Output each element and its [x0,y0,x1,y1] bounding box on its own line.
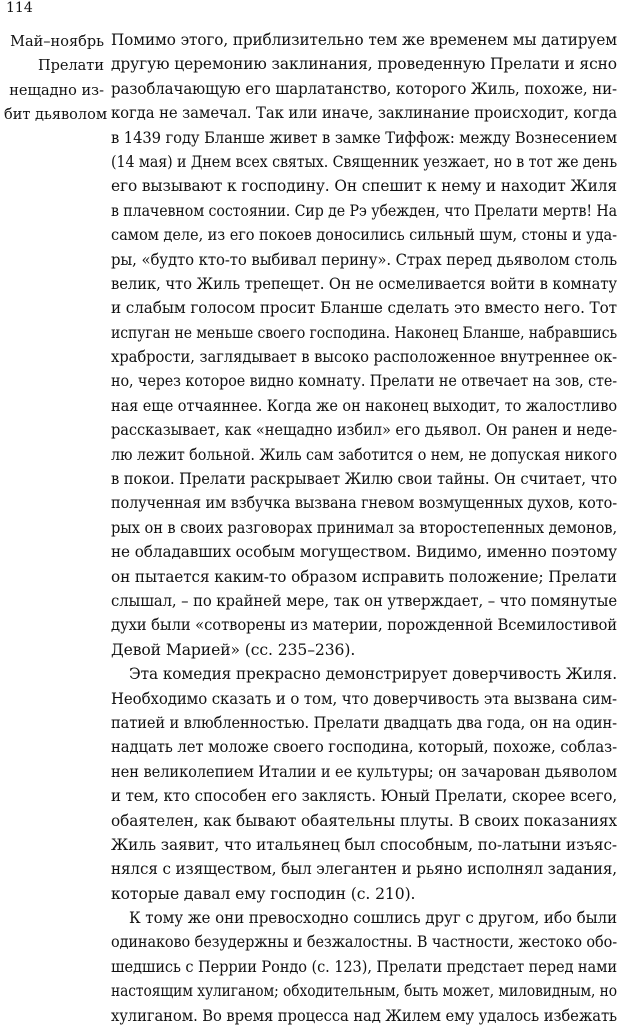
text-line: в плачевном состоянии. Сир де Рэ убежден, что Прелати мертв! На [111,201,617,220]
text-line: другую церемонию заклинания, проведенную Прелати и ясно [111,55,617,74]
text-line: Девой Марией» (сс. 235–236). [111,640,356,659]
text-line: велик, что Жиль трепещет. Он не осмеливается войти в комнату [111,274,617,293]
text-line: рых он в своих разговорах принимал за второстепенных демонов, [111,518,617,537]
margin-note [4,30,108,128]
text-line: обаятелен, как бывают обаятельны плуты. В своих показаниях [111,811,617,830]
text-line: ная еще отчаяннее. Когда же он наконец выходит, то жалостливо [111,396,617,415]
paragraph [111,662,617,906]
text-line: патией и влюбленностью. Прелати двадцать два года, он на один- [111,713,617,732]
text-line: когда не замечал. Так или иначе, заклинание происходит, когда [111,104,617,123]
paragraph [111,906,617,1028]
text-line: лю лежит больной. Жиль сам заботится о нем, не допуская никого [111,445,617,464]
text-line: шедшись с Перрии Рондо (с. 123), Прелати предстает перед нами [111,957,617,976]
text-line: в покои. Прелати раскрывает Жилю свои тайны. Он считает, что [111,470,617,489]
text-line: Жиль заявит, что итальянец был способным, по-латыни изъяс- [111,835,617,854]
text-line: нен великолепием Италии и ее культуры; он зачарован дьяволом [111,762,617,781]
text-line: в 1439 году Бланше живет в замке Тиффож: между Вознесением [111,128,617,147]
text-line: храбрости, заглядывает в высоко расположенное внутреннее ок- [111,348,617,367]
body-text [111,28,617,1028]
margin-note-line: нещадно из- [9,82,104,99]
text-line: слышал, – по крайней мере, так он утверждает, – что помянутые [111,591,617,610]
text-line: нялся с изяществом, был элегантен и рьяно исполнял задания, [111,860,617,879]
text-line: разоблачающую его шарлатанство, которого Жиль, похоже, ни- [111,79,617,98]
text-line: одинаково безудержны и безжалостны. В частности, жестоко обо- [111,933,617,952]
text-line: полученная им взбучка вызвана гневом возмущенных духов, кото- [111,494,617,513]
text-line: надцать лет моложе своего господина, который, похоже, соблаз- [111,738,617,757]
text-line: которые давал ему господин (с. 210). [111,884,416,903]
text-line: духи были «сотворены из материи, порожденной Всемилостивой [111,616,617,635]
text-line: но, через которое видно комнату. Прелати не отвечает на зов, сте- [111,372,617,391]
paragraph [111,28,617,662]
text-line: (14 мая) и Днем всех святых. Священник уезжает, но в тот же день [111,152,617,171]
text-line: и тем, кто способен его заклясть. Юный Прелати, скорее всего, [111,787,617,806]
text-line: Необходимо сказать и о том, что доверчивость эта вызвана сим- [111,689,617,708]
margin-note-line: Прелати [37,58,104,75]
text-line: его вызывают к господину. Он спешит к нему и находит Жиля [111,177,617,196]
page-number: 114 [6,0,33,16]
margin-note-line: бит дьяволом [4,107,108,124]
text-line: ры, «будто кто-то выбивал перину». Страх перед дьяволом столь [111,250,617,269]
text-line: К тому же они превосходно сошлись друг с другом, ибо были [129,909,617,928]
text-line: Эта комедия прекрасно демонстрирует доверчивость Жиля. [129,665,617,684]
text-line: рассказывает, как «нещадно избил» его дьявол. Он ранен и неде- [111,421,617,440]
text-line: Помимо этого, приблизительно тем же временем мы датируем [111,31,617,49]
text-line: не обладавших особым могуществом. Видимо, именно поэтому [111,543,617,562]
margin-note-line: Май–ноябрь [10,34,104,50]
text-line: самом деле, из его покоев доносились сильный шум, стоны и уда- [111,226,617,245]
text-line: настоящим хулиганом; обходительным, быть может, миловидным, но [111,982,617,1001]
text-line: испуган не меньше своего господина. Наконец Бланше, набравшись [111,323,617,342]
text-line: он пытается каким-то образом исправить положение; Прелати [111,567,617,586]
text-line: хулиганом. Во время процесса над Жилем ему удалось избежать [111,1006,617,1025]
text-line: и слабым голосом просит Бланше сделать это вместо него. Тот [111,299,617,318]
